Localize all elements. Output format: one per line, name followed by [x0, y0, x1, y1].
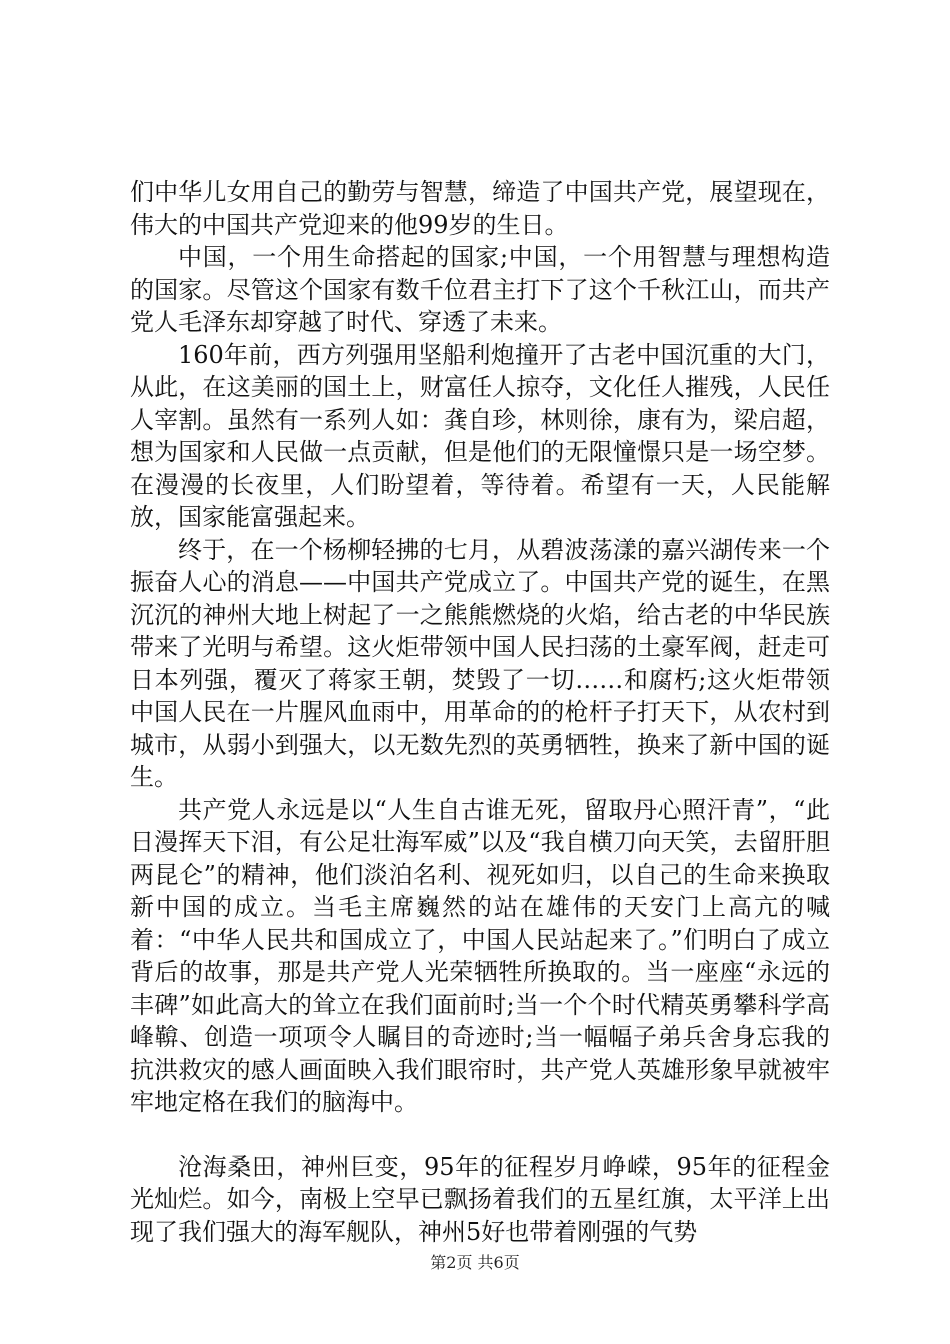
- paragraph-4: 终于，在一个杨柳轻拂的七月，从碧波荡漾的嘉兴湖传来一个振奋人心的消息——中国共产党成立了。中国共产党的诞生，在黑沉沉的神州大地上树起了一之熊熊燃烧的火焰，给古老的中华民族带来了光明与希望。这火炬带领中国人民扫荡的土豪军阀，赶走可日本列强，覆灭了蒋家王朝，焚毁了一切……和腐朽;这火炬带领中国人民在一片腥风血雨中，用革命的的枪杆子打天下，从农村到城市，从弱小到强大，以无数先烈的英勇牺牲，换来了新中国的诞生。: [130, 535, 830, 791]
- paragraph-2: 中国，一个用生命搭起的国家;中国，一个用智慧与理想构造的国家。尽管这个国家有数千位君主打下了这个千秋江山，而共产党人毛泽东却穿越了时代、穿透了未来。: [130, 243, 830, 336]
- document-body: [130, 176, 830, 1248]
- paragraph-1: 们中华儿女用自己的勤劳与智慧，缔造了中国共产党，展望现在，伟大的中国共产党迎来的他99岁的生日。: [130, 178, 830, 239]
- paragraph-6: 沧海桑田，神州巨变，95年的征程岁月峥嵘，95年的征程金光灿烂。如今，南极上空早已飘扬着我们的五星红旗，太平洋上出现了我们强大的海军舰队，神州5好也带着刚强的气势: [130, 1152, 830, 1246]
- paragraph-3: 160年前，西方列强用坚船利炮撞开了古老中国沉重的大门，从此，在这美丽的国土上，财富任人掠夺，文化任人摧残，人民任人宰割。虽然有一系列人如：龚自珍，林则徐，康有为，梁启超，想为国家和人民做一点贡献，但是他们的无限憧憬只是一场空梦。在漫漫的长夜里，人们盼望着，等待着。希望有一天，人民能解放，国家能富强起来。: [130, 340, 830, 531]
- page-number-footer: 第2页 共6页: [430, 1253, 520, 1272]
- paragraph-5: 共产党人永远是以“人生自古谁无死，留取丹心照汗青”，“此日漫挥天下泪，有公足壮海军威”以及“我自横刀向天笑，去留肝胆两昆仑”的精神，他们淡泊名利、视死如归，以自己的生命来换取新中国的成立。当毛主席巍然的站在雄伟的天安门上高亢的喊着：“中华人民共和国成立了，中国人民站起来了。”们明白了成立背后的故事，那是共产党人光荣牺牲所换取的。当一座座“永远的丰碑”如此高大的耸立在我们面前时;当一个个时代精英勇攀科学高峰鞥、创造一项项令人瞩目的奇迹时;当一幅幅子弟兵舍身忘我的抗洪救灾的感人画面映入我们眼帘时，共产党人英雄形象早就被牢牢地定格在我们的脑海中。: [130, 795, 830, 1116]
